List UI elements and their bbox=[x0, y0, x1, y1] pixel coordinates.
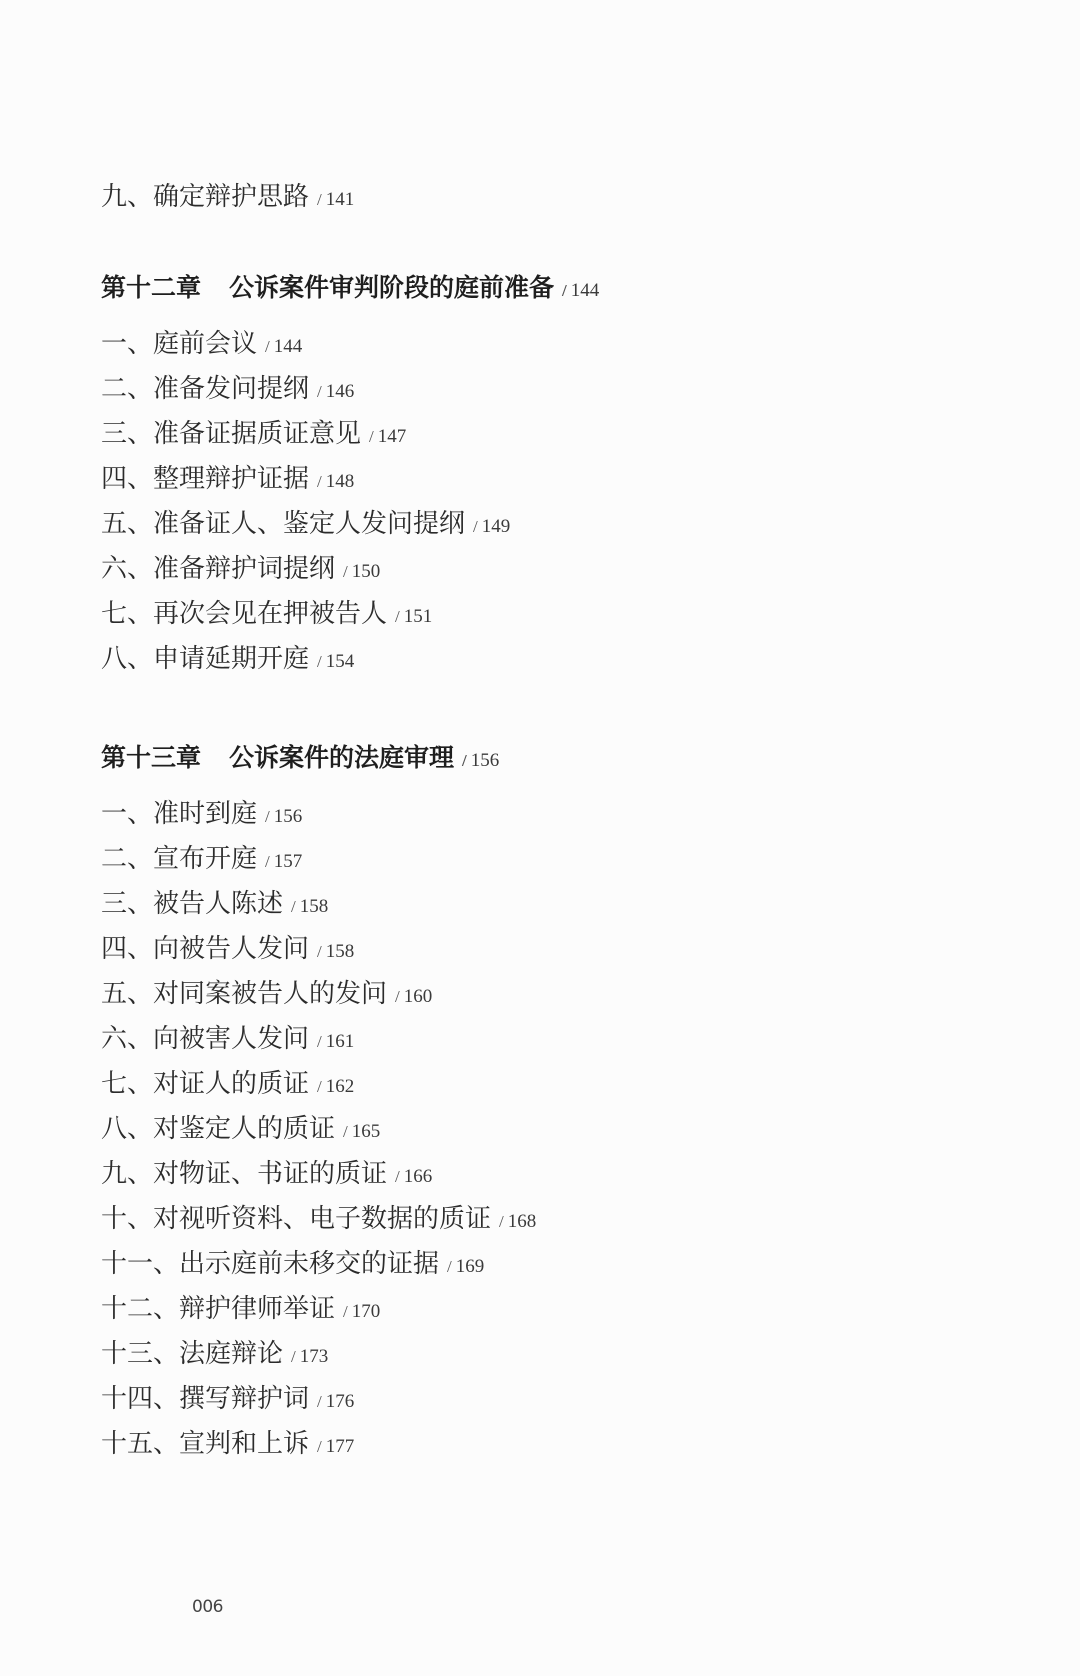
toc-entry-page: 162 bbox=[325, 1076, 355, 1097]
toc-entry bbox=[101, 642, 354, 679]
toc-separator: / bbox=[343, 1302, 348, 1321]
toc-entry bbox=[101, 887, 328, 924]
toc-separator: / bbox=[265, 852, 270, 871]
toc-entry-title: 四、整理辩护证据 bbox=[101, 464, 310, 494]
toc-separator: / bbox=[265, 337, 270, 356]
toc-entry-title: 十一、出示庭前未移交的证据 bbox=[101, 1249, 440, 1279]
toc-separator: / bbox=[395, 607, 400, 626]
chapter-page: 156 bbox=[470, 750, 500, 771]
toc-separator: / bbox=[317, 1437, 322, 1456]
toc-entry bbox=[101, 327, 302, 364]
toc-entry bbox=[101, 462, 354, 499]
toc-entry-page: 146 bbox=[325, 381, 355, 402]
toc-entry bbox=[101, 932, 354, 969]
toc-entry-title: 五、准备证人、鉴定人发问提纲 bbox=[101, 509, 466, 539]
toc-entry-page: 165 bbox=[351, 1121, 381, 1142]
toc-separator: / bbox=[447, 1257, 452, 1276]
toc-entry-title: 十、对视听资料、电子数据的质证 bbox=[101, 1204, 492, 1234]
toc-separator: / bbox=[343, 1122, 348, 1141]
toc-entry-title: 八、申请延期开庭 bbox=[101, 644, 310, 674]
toc-entry-title: 九、确定辩护思路 bbox=[101, 182, 310, 212]
toc-separator: / bbox=[291, 1347, 296, 1366]
chapter-title: 公诉案件审判阶段的庭前准备 bbox=[229, 273, 555, 302]
chapter-page: 144 bbox=[570, 280, 600, 301]
toc-entry bbox=[101, 1202, 536, 1239]
toc-entry-title: 四、向被告人发问 bbox=[101, 934, 310, 964]
toc-separator: / bbox=[473, 517, 478, 536]
toc-separator: / bbox=[317, 1032, 322, 1051]
toc-entry-title: 一、准时到庭 bbox=[101, 799, 258, 829]
toc-entry bbox=[101, 1157, 432, 1194]
toc-separator: / bbox=[291, 897, 296, 916]
toc-entry-title: 九、对物证、书证的质证 bbox=[101, 1159, 388, 1189]
toc-entry-title: 七、再次会见在押被告人 bbox=[101, 599, 388, 629]
toc-entry-page: 169 bbox=[455, 1256, 485, 1277]
toc-separator: / bbox=[317, 1077, 322, 1096]
toc-separator: / bbox=[317, 190, 322, 209]
toc-entry-title: 八、对鉴定人的质证 bbox=[101, 1114, 336, 1144]
page-number: 006 bbox=[192, 1597, 223, 1617]
toc-entry-page: 176 bbox=[325, 1391, 355, 1412]
toc-entry bbox=[101, 977, 432, 1014]
toc-entry-title: 十二、辩护律师举证 bbox=[101, 1294, 336, 1324]
toc-separator: / bbox=[369, 427, 374, 446]
toc-entry-page: 177 bbox=[325, 1436, 355, 1457]
toc-separator: / bbox=[343, 562, 348, 581]
toc-entry-title: 二、宣布开庭 bbox=[101, 844, 258, 874]
toc-separator: / bbox=[395, 1167, 400, 1186]
toc-entry-page: 173 bbox=[299, 1346, 329, 1367]
toc-separator: / bbox=[562, 281, 567, 300]
toc-entry-title: 五、对同案被告人的发问 bbox=[101, 979, 388, 1009]
toc-separator: / bbox=[462, 751, 467, 770]
toc-separator: / bbox=[317, 652, 322, 671]
toc-separator: / bbox=[317, 382, 322, 401]
toc-entry bbox=[101, 1337, 328, 1374]
toc-entry bbox=[101, 797, 302, 834]
toc-entry-title: 三、被告人陈述 bbox=[101, 889, 284, 919]
chapter-heading bbox=[101, 271, 599, 308]
toc-entry bbox=[101, 597, 432, 634]
toc-entry-page: 144 bbox=[273, 336, 303, 357]
toc-entry bbox=[101, 1022, 354, 1059]
toc-entry-title: 六、准备辩护词提纲 bbox=[101, 554, 336, 584]
toc-entry-page: 148 bbox=[325, 471, 355, 492]
toc-entry bbox=[101, 1382, 354, 1419]
chapter-heading bbox=[101, 741, 499, 778]
chapter-title: 公诉案件的法庭审理 bbox=[229, 743, 455, 772]
toc-separator: / bbox=[317, 472, 322, 491]
chapter-number: 第十三章 bbox=[101, 743, 202, 772]
chapter-number: 第十二章 bbox=[101, 273, 202, 302]
toc-entry-page: 147 bbox=[377, 426, 407, 447]
toc-entry bbox=[101, 372, 354, 409]
toc-entry bbox=[101, 1112, 380, 1149]
toc-entry-page: 158 bbox=[299, 896, 329, 917]
toc-separator: / bbox=[395, 987, 400, 1006]
toc-entry bbox=[101, 180, 354, 217]
toc-entry bbox=[101, 417, 406, 454]
toc-separator: / bbox=[265, 807, 270, 826]
toc-entry-page: 151 bbox=[403, 606, 433, 627]
toc-entry-page: 168 bbox=[507, 1211, 537, 1232]
toc-entry-page: 170 bbox=[351, 1301, 381, 1322]
toc-entry bbox=[101, 552, 380, 589]
toc-entry-title: 二、准备发问提纲 bbox=[101, 374, 310, 404]
toc-separator: / bbox=[317, 1392, 322, 1411]
toc-entry-title: 十四、撰写辩护词 bbox=[101, 1384, 310, 1414]
toc-entry bbox=[101, 1427, 354, 1464]
toc-entry bbox=[101, 1247, 484, 1284]
toc-entry-title: 三、准备证据质证意见 bbox=[101, 419, 362, 449]
toc-entry-page: 161 bbox=[325, 1031, 355, 1052]
toc-entry-page: 156 bbox=[273, 806, 303, 827]
toc-entry-title: 十三、法庭辩论 bbox=[101, 1339, 284, 1369]
toc-separator: / bbox=[499, 1212, 504, 1231]
toc-entry bbox=[101, 842, 302, 879]
toc-separator: / bbox=[317, 942, 322, 961]
toc-entry-page: 158 bbox=[325, 941, 355, 962]
toc-entry-title: 七、对证人的质证 bbox=[101, 1069, 310, 1099]
toc-entry-page: 149 bbox=[481, 516, 511, 537]
toc-entry-title: 六、向被害人发问 bbox=[101, 1024, 310, 1054]
toc-entry-page: 160 bbox=[403, 986, 433, 1007]
toc-entry-page: 141 bbox=[325, 189, 355, 210]
toc-entry-page: 154 bbox=[325, 651, 355, 672]
toc-entry-page: 166 bbox=[403, 1166, 433, 1187]
toc-entry-title: 十五、宣判和上诉 bbox=[101, 1429, 310, 1459]
toc-entry-page: 150 bbox=[351, 561, 381, 582]
toc-entry-title: 一、庭前会议 bbox=[101, 329, 258, 359]
toc-entry bbox=[101, 1067, 354, 1104]
toc-entry bbox=[101, 1292, 380, 1329]
toc-entry-page: 157 bbox=[273, 851, 303, 872]
toc-entry bbox=[101, 507, 510, 544]
